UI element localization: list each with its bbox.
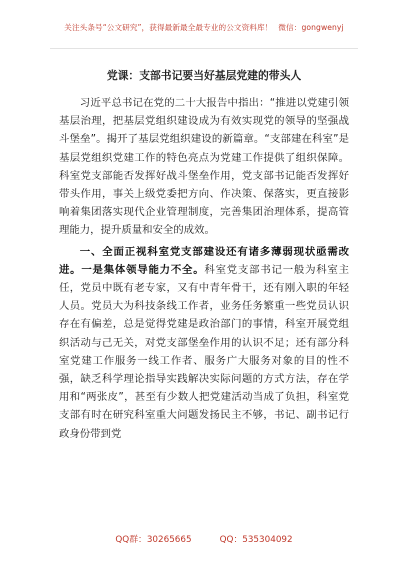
document-title: 党课：支部书记要当好基层党建的带头人 xyxy=(106,69,302,82)
promo-follow-text: 关注头条号“公文研究”，获得最新最全最专业的公文资料库！ xyxy=(64,23,273,32)
promo-header xyxy=(0,22,408,33)
document-body xyxy=(59,94,349,443)
contact-footer xyxy=(0,532,408,545)
promo-wechat-text: 微信：gongwenyj xyxy=(278,23,344,32)
section-1-paragraph xyxy=(59,243,349,443)
section-1-heading: 一、全面正视科室党支部建设还有诸多薄弱现状亟需改进。一是集体领导能力不全。 xyxy=(59,245,349,276)
qq-text: QQ：535304092 xyxy=(219,535,293,545)
header-divider xyxy=(50,48,358,49)
intro-paragraph: 习近平总书记在党的二十大报告中指出：“推进以党建引领基层治理，把基层党组织建设成为有效实现党的领导的坚强战斗堡垒”。揭开了基层党组织建设的新篇章。“支部建在科室”是基层党组织党建工作的特色亮点为党建工作提供了组织保障。科室党支部能否发挥好战斗堡垒作用，党支部书记能否发挥好带头作用，事关上级党委把方向、作决策、保落实，更直接影响着集团落实现代企业管理制度，完善集团治理体系，提高管理能力，提升质量和安全的成效。 xyxy=(59,97,349,237)
qq-group-text: QQ群：30265665 xyxy=(115,535,192,545)
section-1-body: 科室党支部书记一般为科室主任，党员中既有老专家，又有中青年骨干，还有刚入职的年轻人员。党员大为科技条线工作者，业务任务繁重一些党员认识存在有偏差，总是觉得党建是政治部门的事情，科室开展党组织活动与己无关，对党支部堡垒作用的认识不足；还有部分科室党建工作服务一线工作者、服务广大服务对象的目的性不强，缺乏科学理论指导实践解决实际问题的方式方法，存在学用和“两张皮”，甚至有少数人把党建活动当成了负担，科室党支部有时在研究科室重大问题发扬民主不够，书记、副书记行政身份带到党 xyxy=(59,263,350,440)
